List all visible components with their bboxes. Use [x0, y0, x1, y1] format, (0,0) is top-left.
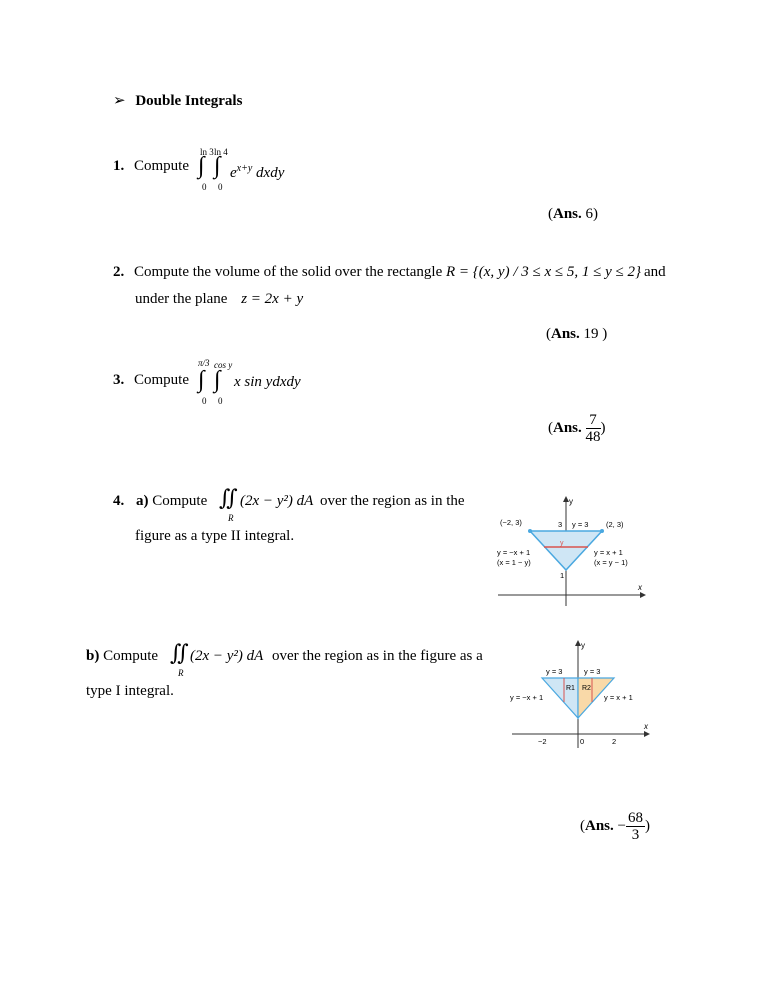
q1-lower-inner: 0 [218, 182, 223, 192]
q1-number: 1. [113, 158, 125, 174]
q1-upper-inner: ln 4 [214, 147, 228, 157]
q4a-region-sub: R [228, 513, 234, 523]
fig2-r1-label: R1 [566, 685, 575, 692]
q3-number: 3. [113, 372, 125, 388]
fig1-right-eq2: (x = y − 1) [594, 558, 628, 567]
q4a-part: a) [136, 493, 149, 509]
fig1-x-arrow-icon [640, 592, 646, 598]
fig2-left-eq: y = −x + 1 [510, 693, 544, 702]
fig1-left-eq: y = −x + 1 [497, 548, 531, 557]
fig1-y3-eq: y = 3 [572, 520, 589, 529]
figure-type2-region [492, 494, 652, 612]
fig1-pt-right-label: (2, 3) [606, 520, 624, 529]
fig1-strip-label: y [560, 540, 564, 547]
q2-number: 2. [113, 264, 125, 280]
fig2-r2-label: R2 [582, 685, 591, 692]
fig2-y-label: y [581, 641, 585, 650]
q3-answer-fraction: $\frac{7}{48}$ [585, 412, 601, 445]
q4a-line1: 4. a) Compute [113, 493, 208, 509]
q3-integrand: x sin ydxdy [234, 374, 301, 390]
fig1-point-left [528, 529, 532, 533]
fig1-right-eq: y = x + 1 [594, 548, 623, 557]
section-header [113, 92, 242, 110]
q2-region: R = {(x, y) / 3 ≤ x ≤ 5, 1 ≤ y ≤ 2} [446, 264, 641, 280]
q4b-part: b) [86, 648, 100, 664]
q1-integral-sign-outer: ∫ [198, 153, 205, 179]
fig2-right-eq: y = x + 1 [604, 693, 633, 702]
q2-plane: z = 2x + y [241, 291, 304, 307]
q3-lower-inner: 0 [218, 396, 223, 406]
q4a-text2: figure as a type II integral. [135, 528, 295, 544]
q1-label [113, 157, 189, 175]
q3-upper-inner: cos y [214, 360, 233, 370]
bullet-icon: ➢ [113, 93, 126, 109]
fig1-y-label: y [569, 497, 573, 506]
q4-answer: (Ans. − $\frac{68}{3}$ ) [580, 810, 650, 843]
q1-answer: (Ans. 6) [548, 206, 599, 222]
fig2-x-label: x [644, 722, 648, 731]
q4b-integrand: (2x − y²) dA [190, 648, 264, 664]
q4b-line1: b) Compute [86, 648, 159, 664]
q4-number: 4. [113, 493, 125, 509]
figure-type1-region [508, 638, 654, 750]
q3-upper-outer: π/3 [198, 358, 210, 368]
fig1-region [530, 531, 602, 570]
q3-label [113, 371, 189, 389]
fig2-tick-0: 0 [580, 737, 585, 746]
fig2-x-arrow-icon [644, 731, 650, 737]
fig2-region-r1 [542, 678, 578, 718]
q1-lower-outer: 0 [202, 182, 207, 192]
fig2-y3-right: y = 3 [584, 667, 601, 676]
q4b-double-integral-sign: ∬ [170, 640, 189, 665]
q1-integrand: $e^{x+y}$ dxdy [230, 163, 285, 181]
fig2-tick-neg2: −2 [538, 737, 547, 746]
section-title: Double Integrals [135, 93, 243, 109]
fig1-left-eq2: (x = 1 − y) [497, 558, 531, 567]
q2-line1: 2. Compute the volume of the solid over the rectangle [113, 264, 443, 280]
fig1-tick-3: 3 [558, 520, 563, 529]
q4b-text1: over the region as in the figure as a [272, 648, 483, 664]
q4a-integrand: (2x − y²) dA [240, 493, 314, 509]
q4a-text1: over the region as in the [320, 493, 465, 509]
fig2-tick-2: 2 [612, 737, 617, 746]
fig1-pt-left-label: (−2, 3) [500, 518, 522, 527]
q3-compute: Compute [134, 372, 189, 388]
q1-compute: Compute [134, 158, 189, 174]
q4b-region-sub: R [178, 668, 184, 678]
q1-integral-sign-inner: ∫ [214, 153, 221, 179]
q2-line2: under the plane z = 2x + y [135, 291, 304, 307]
q3-integral-sign-inner: ∫ [214, 367, 221, 393]
q3-integral-sign-outer: ∫ [198, 367, 205, 393]
fig1-point-right [600, 529, 604, 533]
q4-answer-fraction: $\frac{68}{3}$ [627, 810, 643, 843]
q4a-double-integral-sign: ∬ [219, 485, 238, 510]
q1-upper-outer: ln 3 [200, 147, 214, 157]
q4b-text2: type I integral. [86, 683, 174, 699]
fig1-x-label: x [638, 583, 642, 592]
fig2-y3-left: y = 3 [546, 667, 563, 676]
q2-answer: (Ans. 19 ) [546, 326, 608, 342]
q3-lower-outer: 0 [202, 396, 207, 406]
fig1-tick-1: 1 [560, 571, 565, 580]
q2-and: and [644, 264, 666, 280]
q3-answer: (Ans. $\frac{7}{48}$ ) [548, 412, 606, 445]
